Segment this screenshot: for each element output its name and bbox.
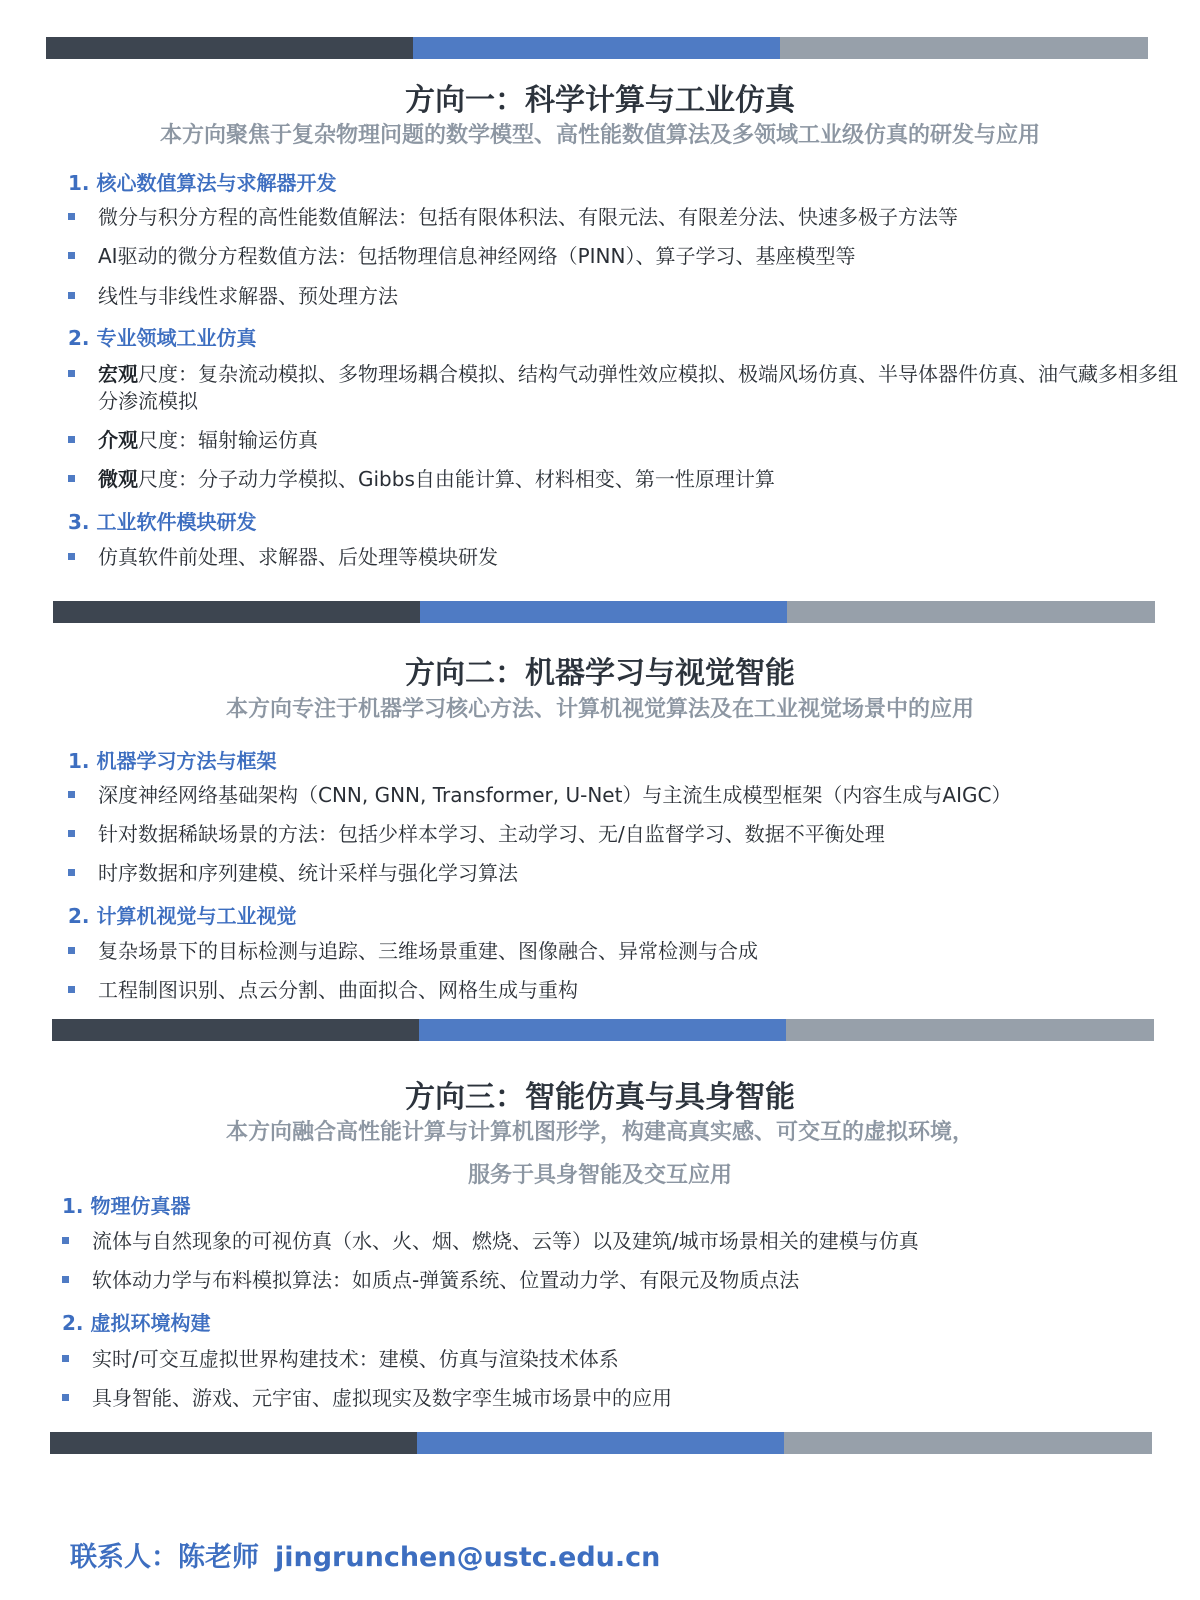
list-item-text [98,361,1178,415]
divider-segment-grey [786,1019,1154,1041]
section-subtitle: 本方向专注于机器学习核心方法、计算机视觉算法及在工业视觉场景中的应用 [225,697,974,722]
bullet-icon [68,213,75,220]
bullet-icon [68,947,75,954]
list-item-text: 微分与积分方程的高性能数值解法：包括有限体积法、有限元法、有限差分法、快速多极子方法等 [98,205,958,229]
contact-label: 联系人：陈老师 [70,1542,259,1573]
bullet-icon [68,252,75,259]
section-title: 方向三：智能仿真与具身智能 [405,1080,795,1115]
list-item-text: 线性与非线性求解器、预处理方法 [98,284,398,308]
list-item-body: 尺度：复杂流动模拟、多物理场耦合模拟、结构气动弹性效应模拟、极端风场仿真、半导体器件仿真、油气藏多相多组分渗流模拟 [98,362,1178,413]
bullet-icon [68,830,75,837]
divider-segment-grey [787,601,1155,623]
divider-segment-dark [46,37,414,59]
section-subtitle-line2: 服务于具身智能及交互应用 [467,1163,732,1188]
list-item-text: 深度神经网络基础架构（CNN, GNN, Transformer, U-Net）与主流生成模型框架（内容生成与AIGC） [98,783,1012,807]
bullet-icon [68,475,75,482]
list-item-text: 具身智能、游戏、元宇宙、虚拟现实及数字孪生城市场景中的应用 [92,1386,672,1410]
section-title: 方向二：机器学习与视觉智能 [405,656,795,691]
scale-label: 介观 [98,428,138,452]
bullet-icon [62,1355,69,1362]
divider-segment-blue [417,1432,785,1454]
list-item-text: 时序数据和序列建模、统计采样与强化学习算法 [98,861,518,885]
divider-segment-dark [50,1432,418,1454]
group-heading: 2. 专业领域工业仿真 [68,326,257,350]
list-item-body: 尺度：分子动力学模拟、Gibbs自由能计算、材料相变、第一性原理计算 [138,467,775,491]
divider-bar [0,37,1200,59]
bullet-icon [68,791,75,798]
contact-line [70,1535,660,1574]
divider-segment-blue [413,37,781,59]
list-item-text: 仿真软件前处理、求解器、后处理等模块研发 [98,545,498,569]
bullet-icon [68,436,75,443]
group-heading: 2. 虚拟环境构建 [62,1311,211,1335]
list-item-text: 针对数据稀缺场景的方法：包括少样本学习、主动学习、无/自监督学习、数据不平衡处理 [98,822,885,846]
contact-email-link[interactable]: jingrunchen@ustc.edu.cn [275,1542,661,1573]
divider-bar [0,601,1200,623]
bullet-icon [62,1237,69,1244]
divider-segment-blue [420,601,788,623]
list-item-text: 软体动力学与布料模拟算法：如质点-弹簧系统、位置动力学、有限元及物质点法 [92,1268,800,1292]
group-heading: 2. 计算机视觉与工业视觉 [68,904,297,928]
bullet-icon [62,1394,69,1401]
list-item-text: 复杂场景下的目标检测与追踪、三维场景重建、图像融合、异常检测与合成 [98,939,758,963]
list-item-text [98,427,318,454]
bullet-icon [68,370,75,377]
bullet-icon [68,553,75,560]
divider-segment-grey [780,37,1148,59]
scale-label: 微观 [98,467,138,491]
list-item-text: 工程制图识别、点云分割、曲面拟合、网格生成与重构 [98,978,578,1002]
list-item-body: 尺度：辐射输运仿真 [138,428,318,452]
list-item-text: AI驱动的微分方程数值方法：包括物理信息神经网络（PINN）、算子学习、基座模型等 [98,244,856,268]
list-item-text: 流体与自然现象的可视仿真（水、火、烟、燃烧、云等）以及建筑/城市场景相关的建模与仿真 [92,1229,919,1253]
bullet-icon [68,869,75,876]
section-title: 方向一：科学计算与工业仿真 [405,83,795,118]
group-heading: 1. 机器学习方法与框架 [68,749,277,773]
bullet-icon [68,292,75,299]
group-heading: 1. 核心数值算法与求解器开发 [68,171,337,195]
divider-segment-grey [784,1432,1152,1454]
section-subtitle: 本方向聚焦于复杂物理问题的数学模型、高性能数值算法及多领域工业级仿真的研发与应用 [159,123,1040,148]
divider-segment-blue [419,1019,787,1041]
divider-segment-dark [52,1019,420,1041]
divider-segment-dark [53,601,421,623]
divider-bar [0,1019,1200,1041]
group-heading: 3. 工业软件模块研发 [68,510,257,534]
list-item-text: 实时/可交互虚拟世界构建技术：建模、仿真与渲染技术体系 [92,1347,619,1371]
list-item-text [98,466,775,493]
bullet-icon [62,1276,69,1283]
bullet-icon [68,986,75,993]
scale-label: 宏观 [98,362,138,386]
section-subtitle: 本方向融合高性能计算与计算机图形学，构建高真实感、可交互的虚拟环境， [225,1120,974,1145]
group-heading: 1. 物理仿真器 [62,1194,191,1218]
divider-bar [0,1432,1200,1454]
